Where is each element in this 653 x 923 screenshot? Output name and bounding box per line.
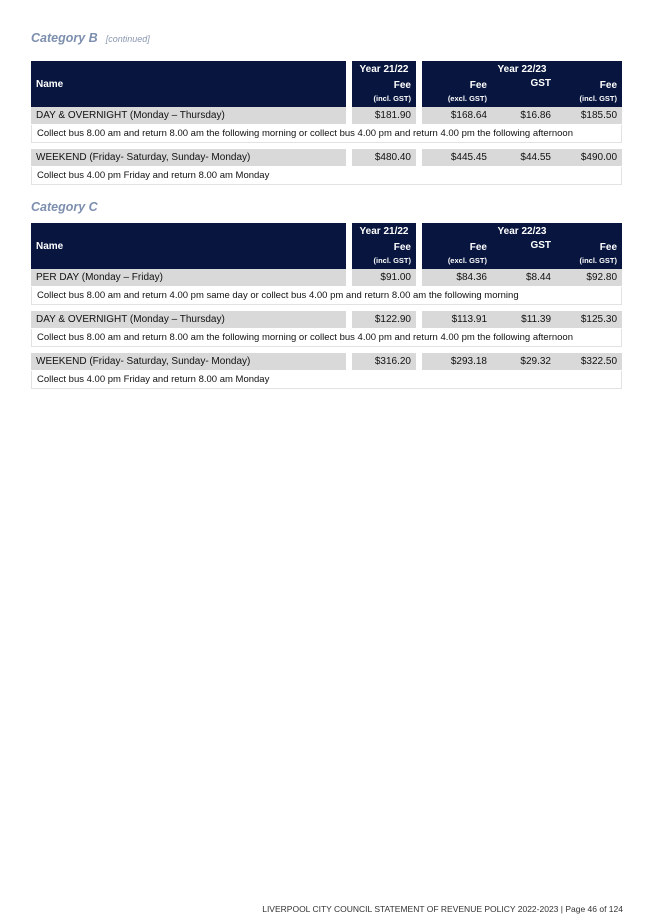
header-year-prev: Year 21/22 xyxy=(352,223,416,240)
fee-row xyxy=(31,149,622,167)
item-description: Collect bus 4.00 pm Friday and return 8.00 am Monday xyxy=(31,371,622,389)
gst-value: $29.32 xyxy=(492,353,556,371)
fee-row xyxy=(31,107,622,125)
fee-incl: $490.00 xyxy=(556,149,622,167)
fee-incl: $125.30 xyxy=(556,311,622,329)
item-description: Collect bus 8.00 am and return 8.00 am the following morning or collect bus 4.00 pm and return 4.00 pm the following afternoon xyxy=(31,125,622,143)
section-title xyxy=(31,31,150,45)
header-fee-excl: Fee xyxy=(422,78,492,92)
header-incl-gst-prev: (incl. GST) xyxy=(352,254,416,269)
item-name: WEEKEND (Friday- Saturday, Sunday- Monday) xyxy=(31,149,346,167)
fee-prev: $122.90 xyxy=(352,311,416,329)
fee-incl: $185.50 xyxy=(556,107,622,125)
header-gst: GST xyxy=(492,78,556,107)
fee-table xyxy=(31,223,622,389)
item-description: Collect bus 8.00 am and return 4.00 pm same day or collect bus 4.00 pm and return 8.00 am the following morning xyxy=(31,287,622,305)
header-fee-prev: Fee xyxy=(352,78,416,92)
header-year-current: Year 22/23 xyxy=(422,61,622,78)
fee-incl: $92.80 xyxy=(556,269,622,287)
fee-prev: $181.90 xyxy=(352,107,416,125)
page-footer: LIVERPOOL CITY COUNCIL STATEMENT OF REVENUE POLICY 2022-2023 | Page 46 of 124 xyxy=(262,904,623,914)
header-gst: GST xyxy=(492,240,556,269)
header-excl-gst: (excl. GST) xyxy=(422,254,492,269)
gst-value: $16.86 xyxy=(492,107,556,125)
fee-excl: $293.18 xyxy=(422,353,492,371)
fee-prev: $480.40 xyxy=(352,149,416,167)
header-incl-gst: (incl. GST) xyxy=(556,254,622,269)
description-row xyxy=(31,371,622,389)
section-title-text: Category C xyxy=(31,200,98,214)
fee-incl: $322.50 xyxy=(556,353,622,371)
header-fee-incl: Fee xyxy=(556,240,622,254)
header-name: Name xyxy=(31,61,346,107)
item-name: PER DAY (Monday – Friday) xyxy=(31,269,346,287)
gst-value: $8.44 xyxy=(492,269,556,287)
fee-prev: $316.20 xyxy=(352,353,416,371)
section-title xyxy=(31,200,98,214)
header-year-prev: Year 21/22 xyxy=(352,61,416,78)
fee-row xyxy=(31,269,622,287)
section-title-text: Category B xyxy=(31,31,98,45)
gst-value: $11.39 xyxy=(492,311,556,329)
header-excl-gst: (excl. GST) xyxy=(422,92,492,107)
header-incl-gst: (incl. GST) xyxy=(556,92,622,107)
item-name: DAY & OVERNIGHT (Monday – Thursday) xyxy=(31,311,346,329)
fee-excl: $445.45 xyxy=(422,149,492,167)
item-description: Collect bus 4.00 pm Friday and return 8.00 am Monday xyxy=(31,167,622,185)
description-row xyxy=(31,167,622,185)
item-name: DAY & OVERNIGHT (Monday – Thursday) xyxy=(31,107,346,125)
header-fee-excl: Fee xyxy=(422,240,492,254)
header-year-current: Year 22/23 xyxy=(422,223,622,240)
fee-excl: $168.64 xyxy=(422,107,492,125)
description-row xyxy=(31,329,622,347)
item-description: Collect bus 8.00 am and return 8.00 am the following morning or collect bus 4.00 pm and return 4.00 pm the following afternoon xyxy=(31,329,622,347)
fee-row xyxy=(31,353,622,371)
header-incl-gst-prev: (incl. GST) xyxy=(352,92,416,107)
continued-note: [continued] xyxy=(105,34,150,44)
description-row xyxy=(31,287,622,305)
fee-excl: $113.91 xyxy=(422,311,492,329)
header-fee-prev: Fee xyxy=(352,240,416,254)
fee-table xyxy=(31,61,622,185)
gst-value: $44.55 xyxy=(492,149,556,167)
item-name: WEEKEND (Friday- Saturday, Sunday- Monday) xyxy=(31,353,346,371)
description-row xyxy=(31,125,622,143)
fee-prev: $91.00 xyxy=(352,269,416,287)
fee-excl: $84.36 xyxy=(422,269,492,287)
header-name: Name xyxy=(31,223,346,269)
header-fee-incl: Fee xyxy=(556,78,622,92)
fee-row xyxy=(31,311,622,329)
